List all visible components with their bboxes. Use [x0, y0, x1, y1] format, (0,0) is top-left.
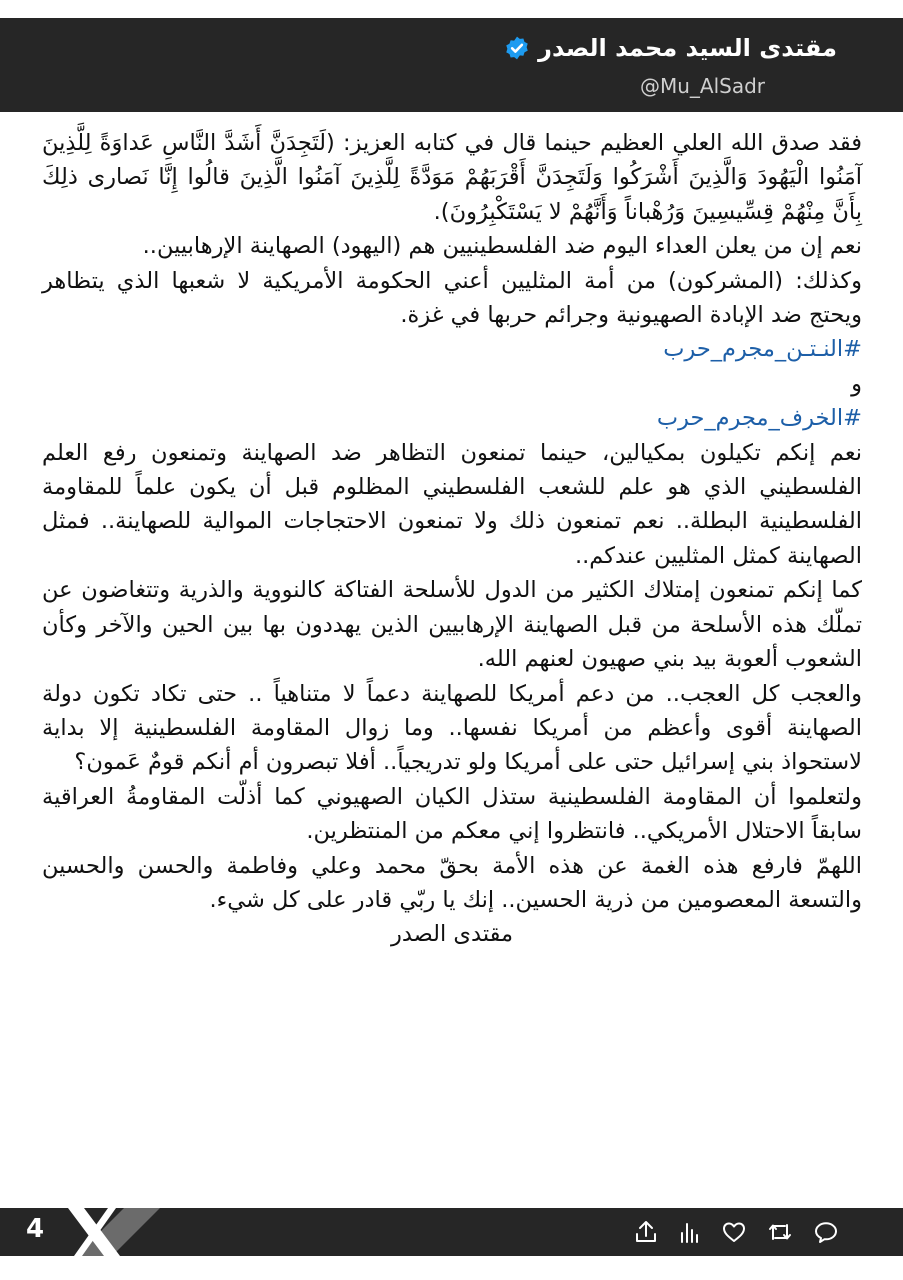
hashtag-link[interactable]: #الخرف_مجرم_حرب — [656, 405, 862, 432]
author-handle[interactable]: @Mu_AlSadr — [639, 74, 765, 98]
paragraph: والعجب كل العجب.. من دعم أمريكا للصهاينة دعماً لا متناهياً .. حتى تكاد تكون دولة الصهاينة أقوى وأعظم من أمريكا نفسها.. وما زوال المقاومة الفلسطينية إلا بداية لاستحواذ بني إسرائيل حتى على أمريكا ولو تدريجياً.. أفلا تبصرون أم أنكم قومٌ عَمون؟ — [42, 680, 862, 776]
footer-bar — [0, 1208, 903, 1256]
retweet-icon[interactable] — [766, 1218, 794, 1246]
reply-icon[interactable] — [812, 1218, 840, 1246]
top-margin — [0, 0, 903, 18]
tweet-header — [0, 18, 903, 112]
share-icon[interactable] — [632, 1218, 660, 1246]
tweet-text — [42, 126, 862, 952]
x-logo-icon — [64, 1208, 160, 1256]
paragraph: نعم إنكم تكيلون بمكيالين، حينما تمنعون التظاهر ضد الصهاينة وتمنعون رفع العلم الفلسطيني الذي هو علم للشعب الفلسطيني المظلوم قبل أن يكون علماً للمقاومة الفلسطينية البطلة.. نعم تمنعون ذلك ولا تمنعون الاحتجاجات الموالية للصهاينة.. فمثل الصهاينة كمثل المثليين عندكم.. — [42, 439, 862, 569]
verified-badge-icon — [504, 35, 530, 61]
paragraph: كما إنكم تمنعون إمتلاك الكثير من الدول للأسلحة الفتاكة كالنووية والذرية وتتغاضون عن تملّك هذه الأسلحة من قبل الصهاينة الإرهابيين الذين يهددون بها بين الحين والآخر وكأن الشعوب ألعوبة بيد بني صهيون لعنهم الله. — [42, 577, 862, 673]
views-icon[interactable] — [676, 1218, 704, 1246]
paragraph: اللهمّ فارفع هذه الغمة عن هذه الأمة بحقّ محمد وعلي وفاطمة والحسن والحسين والتسعة المعصومين من ذرية الحسين.. إنك يا ربّي قادر على كل شيء. — [42, 852, 862, 913]
paragraph: فقد صدق الله العلي العظيم حينما قال في كتابه العزيز: (لَتَجِدَنَّ أَشَدَّ النَّاسِ عَداوَةً لِلَّذِينَ آمَنُوا الْيَهُودَ وَالَّذِينَ أَشْرَكُوا وَلَتَجِدَنَّ أَقْرَبَهُمْ مَوَدَّةً لِلَّذِينَ آمَنُوا الَّذِينَ قالُوا إِنَّا نَصارى ذلِكَ بِأَنَّ مِنْهُمْ قِسِّيسِينَ وَرُهْباناً وَأَنَّهُمْ لا يَسْتَكْبِرُونَ). — [42, 130, 862, 225]
like-icon[interactable] — [720, 1218, 748, 1246]
paragraph: و — [851, 370, 862, 397]
hashtag-link[interactable]: #النـتـن_مجرم_حرب — [663, 336, 862, 363]
signature: مقتدى الصدر — [390, 921, 514, 948]
author-name[interactable]: مقتدى السيد محمد الصدر — [538, 34, 837, 62]
paragraph: نعم إن من يعلن العداء اليوم ضد الفلسطينيين هم (اليهود) الصهاينة الإرهابيين.. — [142, 233, 862, 260]
author-row — [504, 34, 837, 62]
page-number: 4 — [26, 1214, 45, 1244]
paragraph: وكذلك: (المشركون) من أمة المثليين أعني الحكومة الأمريكية لا شعبها الذي يتظاهر ويحتج ضد الإبادة الصهيونية وجرائم حربها في غزة. — [42, 267, 862, 329]
paragraph: ولتعلموا أن المقاومة الفلسطينية ستذل الكيان الصهيوني كما أذلّت المقاومةُ العراقية سابقاً الاحتلال الأمريكي.. فانتظروا إني معكم من المنتظرين. — [42, 783, 862, 845]
